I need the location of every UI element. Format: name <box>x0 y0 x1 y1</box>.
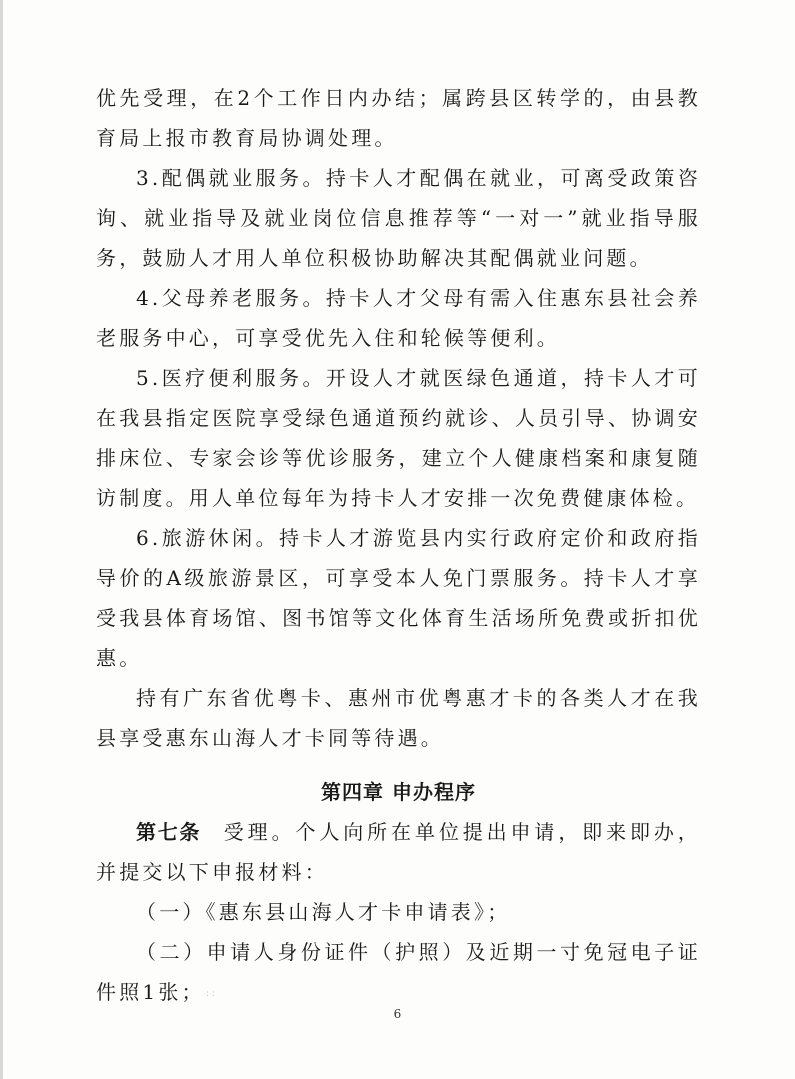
paragraph-equivalent-treatment: 持有广东省优粤卡、惠州市优粤惠才卡的各类人才在我县享受惠东山海人才卡同等待遇。 <box>96 686 701 750</box>
paragraph-parent-care: 4.父母养老服务。持卡人才父母有需入住惠东县社会养老服务中心，可享受优先入住和轮候等便利。 <box>96 286 701 350</box>
paragraph-spouse-employment: 3.配偶就业服务。持卡人才配偶在就业，可离受政策咨询、就业指导及就业岗位信息推荐等“一对一”就业指导服务，鼓励人才用人单位积极协助解决其配偶就业问题。 <box>96 166 701 270</box>
document-body <box>96 78 701 1012</box>
paragraph-medical-service: 5.医疗便利服务。开设人才就医绿色通道，持卡人才可在我县指定医院享受绿色通道预约就诊、人员引导、协调安排床位、专家会诊等优诊服务，建立个人健康档案和康复随访制度。用人单位每年为持卡人才安排一次免费健康体检。 <box>96 366 701 510</box>
chapter-heading: 第四章 申办程序 <box>321 780 476 804</box>
article-label: 第七条 <box>136 820 202 844</box>
list-item-application-form: （一）《惠东县山海人才卡申请表》； <box>136 900 511 924</box>
scan-smudge: : : <box>206 989 215 999</box>
article-seven <box>96 812 701 892</box>
paragraph-continuation: 优先受理，在2个工作日内办结；属跨县区转学的，由县教育局上报市教育局协调处理。 <box>96 86 701 150</box>
paragraph-tourism-leisure: 6.旅游休闲。持卡人才游览县内实行政府定价和政府指导价的A级旅游景区，可享受本人免门票服务。持卡人才享受我县体育场馆、图书馆等文化体育生活场所免费或折扣优惠。 <box>96 526 701 670</box>
article-text: 受理。个人向所在单位提出申请，即来即办，并提交以下申报材料： <box>96 820 702 884</box>
list-item-id-documents: （二）申请人身份证件（护照）及近期一寸免冠电子证件照1张； <box>96 940 701 1004</box>
page-edge-shadow <box>0 0 3 1079</box>
page-number: 6 <box>393 1007 402 1021</box>
